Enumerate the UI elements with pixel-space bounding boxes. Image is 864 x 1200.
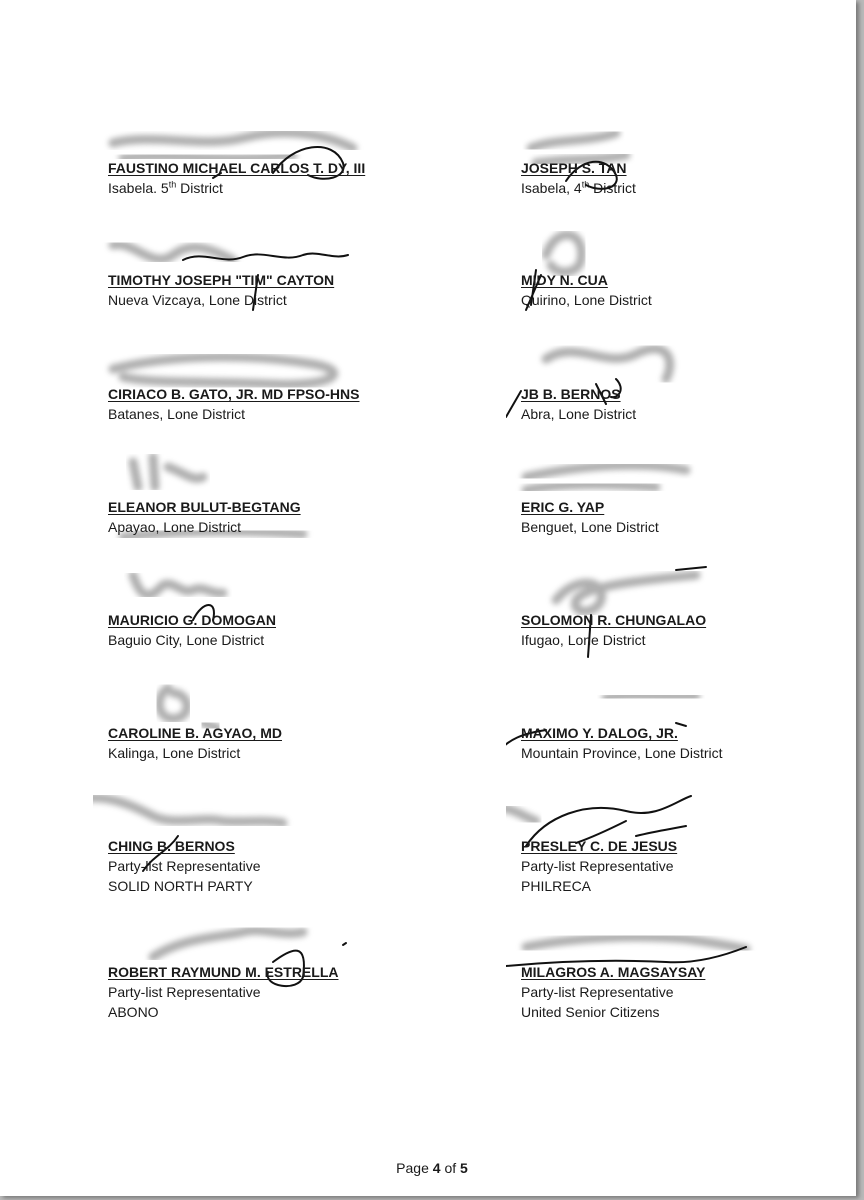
signatory-district: Apayao, Lone District — [108, 519, 242, 535]
signatory-district: Mountain Province, Lone District — [521, 745, 723, 761]
signature-block — [521, 962, 821, 1022]
signature-block — [108, 962, 408, 1022]
signature-block — [108, 836, 408, 896]
signature-block — [521, 270, 821, 310]
signatory-name: MAURICIO G. DOMOGAN — [108, 612, 276, 628]
signatory-name: MIDY N. CUA — [521, 272, 608, 288]
signatory-name: JB B. BERNOS — [521, 386, 621, 402]
signatory-role: Party-list Representative — [521, 984, 674, 1000]
signature-block — [521, 723, 821, 763]
signatory-name: MILAGROS A. MAGSAYSAY — [521, 964, 706, 980]
signatory-name: CIRIACO B. GATO, JR. MD FPSO-HNS — [108, 386, 360, 402]
signatory-name: SOLOMON R. CHUNGALAO — [521, 612, 707, 628]
signatory-name: FAUSTINO MICHAEL CARLOS T. DY, III — [108, 160, 366, 176]
signature-block — [521, 158, 821, 198]
signatory-district: Ifugao, Lone District — [521, 632, 646, 648]
signatory-district: Benguet, Lone District — [521, 519, 659, 535]
signatory-organization: PHILRECA — [521, 878, 592, 894]
signatory-district: Abra, Lone District — [521, 406, 637, 422]
signatory-district: Baguio City, Lone District — [108, 632, 265, 648]
signatory-role: Party-list Representative — [108, 984, 261, 1000]
signatory-name: CHING B. BERNOS — [108, 838, 235, 854]
signatory-name: PRESLEY C. DE JESUS — [521, 838, 678, 854]
page-number: Page 4 of 5 — [396, 1160, 468, 1176]
signatory-name: ELEANOR BULUT-BEGTANG — [108, 499, 301, 515]
signatory-name: MAXIMO Y. DALOG, JR. — [521, 725, 678, 741]
signatory-name: TIMOTHY JOSEPH "TIM" CAYTON — [108, 272, 335, 288]
signatory-district: Isabela, 4th District — [521, 179, 636, 196]
signatory-district: Batanes, Lone District — [108, 406, 245, 422]
signatory-name: ERIC G. YAP — [521, 499, 605, 515]
signature-block — [521, 610, 821, 650]
signature-block — [521, 497, 821, 537]
signature-block — [108, 610, 408, 650]
signatory-organization: SOLID NORTH PARTY — [108, 878, 253, 894]
signatory-organization: ABONO — [108, 1004, 159, 1020]
signatory-role: Party-list Representative — [108, 858, 261, 874]
signature-block — [108, 270, 408, 310]
signatory-name: CAROLINE B. AGYAO, MD — [108, 725, 282, 741]
signature-block — [108, 384, 408, 424]
signature-block — [521, 384, 821, 424]
signatory-role: Party-list Representative — [521, 858, 674, 874]
signatory-district: Quirino, Lone District — [521, 292, 652, 308]
signatory-district: Isabela. 5th District — [108, 179, 223, 196]
signatory-organization: United Senior Citizens — [521, 1004, 660, 1020]
signature-block — [108, 497, 408, 537]
signature-block — [108, 158, 408, 198]
signatory-name: JOSEPH S. TAN — [521, 160, 627, 176]
signatory-district: Kalinga, Lone District — [108, 745, 241, 761]
signatory-district: Nueva Vizcaya, Lone District — [108, 292, 287, 308]
signature-block — [521, 836, 821, 896]
signatory-name: ROBERT RAYMUND M. ESTRELLA — [108, 964, 339, 980]
signature-block — [108, 723, 408, 763]
